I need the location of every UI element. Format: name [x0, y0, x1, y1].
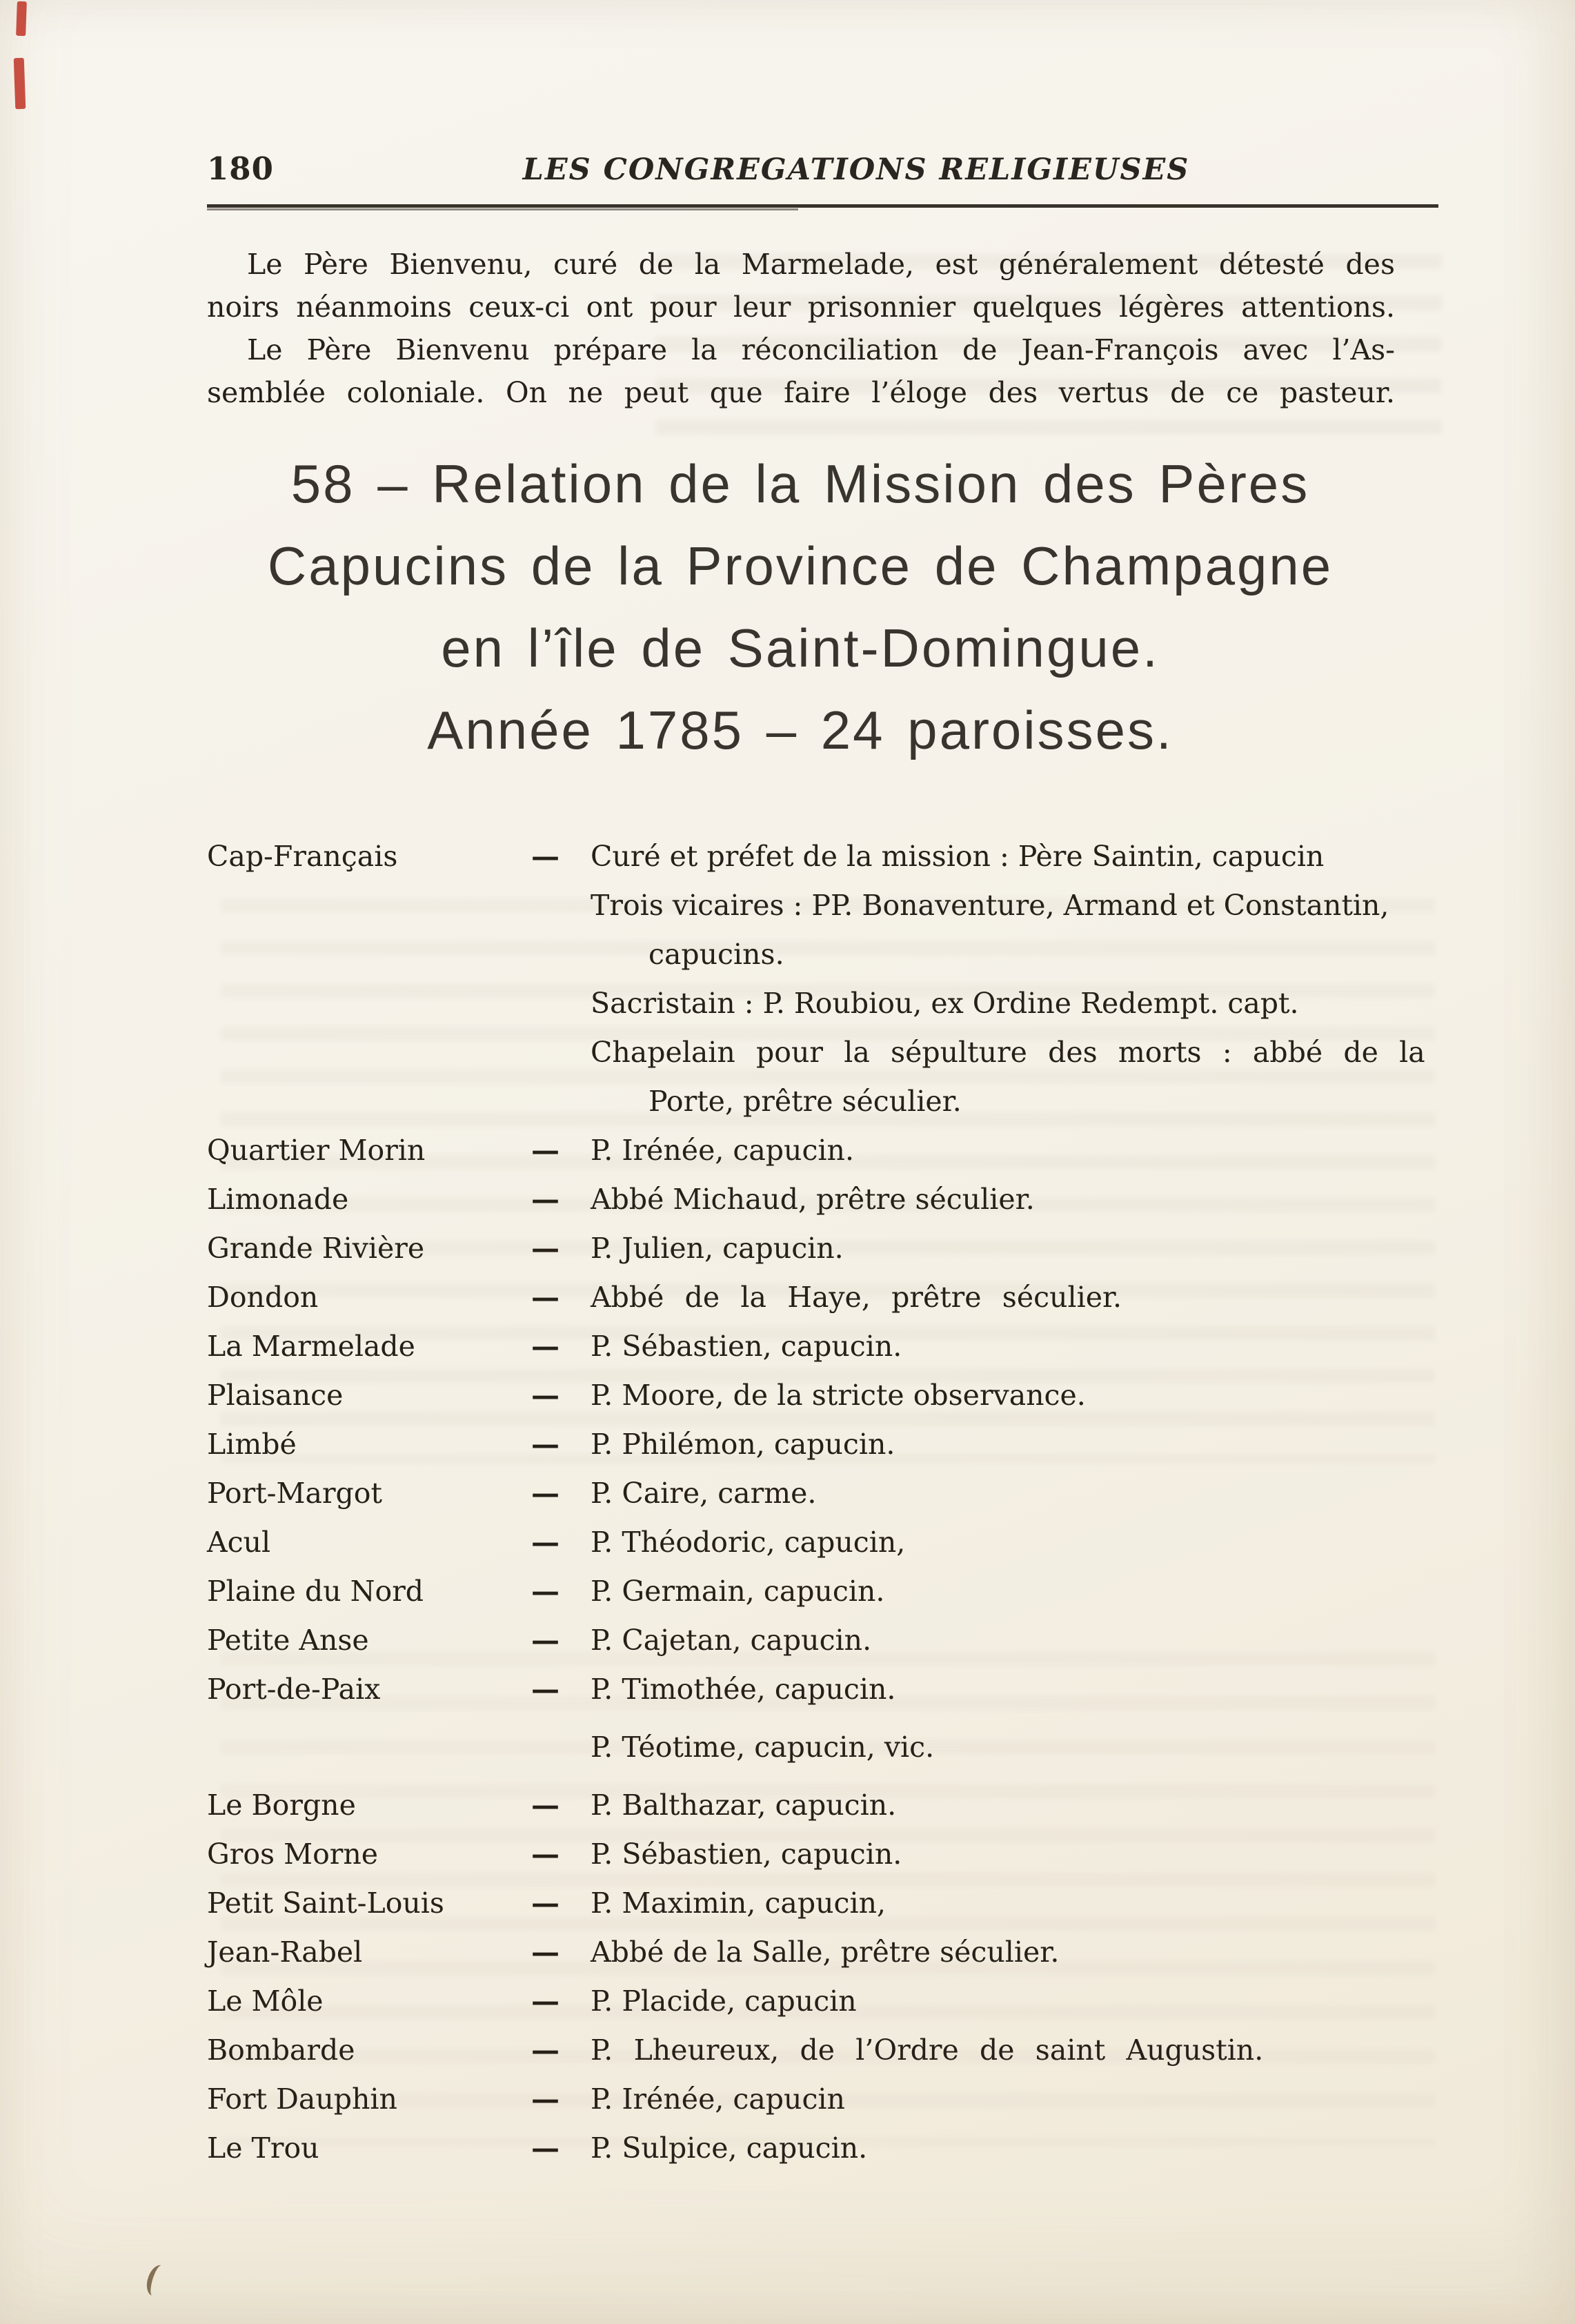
parish-clergy: Abbé Michaud, prêtre séculier. [591, 1183, 1035, 1216]
parish-row [207, 1665, 1442, 1714]
parish-clergy: P. Placide, capucin [591, 1985, 857, 2018]
parish-row [207, 1420, 1442, 1469]
parish-clergy: P. Germain, capucin. [591, 1575, 885, 1608]
parish-clergy: P. Caire, carme. [591, 1477, 817, 1510]
paragraph-line: Le Père Bienvenu, curé de la Marmelade, est généralement détesté des [247, 248, 1395, 281]
dash-separator: — [531, 2131, 559, 2165]
parish-row [207, 1567, 1442, 1616]
parish-name: Petite Anse [207, 1624, 369, 1657]
parish-list [207, 832, 1442, 2173]
parish-clergy: Chapelain pour la sépulture des morts : abbé de la [591, 1036, 1425, 1069]
parish-name: Petit Saint-Louis [207, 1887, 444, 1920]
dash-separator: — [531, 1330, 559, 1363]
parish-name [207, 930, 531, 979]
page-number: 180 [207, 150, 274, 187]
section-title-line: en l’île de Saint-Domingue. [441, 618, 1160, 678]
section-title-line: 58 – Relation de la Mission des Pères [290, 453, 1310, 514]
parish-name: Port-Margot [207, 1477, 382, 1510]
parish-row [207, 1781, 1442, 1830]
parish-clergy: P. Cajetan, capucin. [591, 1624, 872, 1657]
parish-row [207, 1977, 1442, 2026]
parish-name: Limbé [207, 1428, 297, 1461]
parish-clergy: P. Sulpice, capucin. [591, 2131, 868, 2165]
parish-name: Dondon [207, 1281, 319, 1314]
parish-name: La Marmelade [207, 1330, 415, 1363]
dash-separator: — [531, 1985, 559, 2018]
dash-separator: — [531, 1673, 559, 1706]
parish-row [207, 979, 1442, 1028]
paragraph-line: noirs néanmoins ceux-ci ont pour leur prisonnier quelques légères attentions. [207, 290, 1395, 324]
dash-separator: — [531, 1624, 559, 1657]
dash-separator: — [531, 1887, 559, 1920]
dash-separator: — [531, 1232, 559, 1265]
parish-clergy: P. Lheureux, de l’Ordre de saint Augustin. [591, 2034, 1264, 2067]
dash-separator: — [531, 1838, 559, 1871]
dash-separator [531, 930, 591, 979]
parish-name: Cap-Français [207, 840, 398, 873]
parish-name: Grande Rivière [207, 1232, 425, 1265]
dash-separator: — [531, 2082, 559, 2116]
paragraph-line: semblée coloniale. On ne peut que faire l’éloge des vertus de ce pasteur. [207, 376, 1395, 409]
dash-separator: — [531, 1183, 559, 1216]
red-pen-mark [16, 1, 27, 36]
dash-separator: — [531, 840, 559, 873]
parish-clergy: P. Timothée, capucin. [591, 1673, 896, 1706]
parish-row [207, 1469, 1442, 1518]
parish-clergy: P. Philémon, capucin. [591, 1428, 895, 1461]
parish-row [207, 1723, 1442, 1772]
dash-separator [531, 979, 591, 1028]
parish-row [207, 1830, 1442, 1879]
dash-separator: — [531, 1789, 559, 1822]
parish-row [207, 1879, 1442, 1928]
parish-row [207, 1126, 1442, 1175]
parish-clergy: P. Sébastien, capucin. [591, 1838, 902, 1871]
parish-row [207, 1928, 1442, 1977]
dash-separator: — [531, 1526, 559, 1559]
dash-separator: — [531, 1936, 559, 1969]
parish-row [207, 1616, 1442, 1665]
parish-clergy: P. Téotime, capucin, vic. [591, 1731, 935, 1764]
dash-separator: — [531, 1477, 559, 1510]
intro-paragraphs [207, 243, 1395, 414]
parish-clergy: P. Sébastien, capucin. [591, 1330, 902, 1363]
parish-clergy: P. Irénée, capucin [591, 2082, 845, 2116]
parish-row [207, 881, 1442, 930]
parish-clergy: Trois vicaires : PP. Bonaventure, Armand et Constantin, [591, 889, 1389, 922]
section-title-line: Année 1785 – 24 paroisses. [427, 700, 1173, 760]
parish-row [207, 1518, 1442, 1567]
parish-name [207, 881, 531, 930]
parish-name: Port-de-Paix [207, 1673, 381, 1706]
dash-separator: — [531, 1134, 559, 1167]
section-title-line: Capucins de la Province de Champagne [267, 535, 1334, 596]
parish-row [207, 1273, 1442, 1322]
parish-row [207, 930, 1442, 979]
parish-row [207, 1224, 1442, 1273]
parish-name: Quartier Morin [207, 1134, 426, 1167]
parish-name: Plaisance [207, 1379, 344, 1412]
parish-row [207, 1175, 1442, 1224]
dash-separator [531, 1028, 591, 1077]
parish-name: Limonade [207, 1183, 349, 1216]
dash-separator [531, 1723, 591, 1772]
parish-name [207, 1028, 531, 1077]
dash-separator [531, 1077, 591, 1126]
parish-name [207, 1077, 531, 1126]
parish-name: Acul [207, 1526, 271, 1559]
parish-clergy: P. Moore, de la stricte observance. [591, 1379, 1086, 1412]
running-header: LES CONGREGATIONS RELIGIEUSES [522, 152, 1190, 187]
parish-name: Gros Morne [207, 1838, 379, 1871]
parish-clergy: Porte, prêtre séculier. [648, 1085, 962, 1118]
parish-clergy: capucins. [648, 938, 784, 971]
parish-name: Fort Dauphin [207, 2082, 397, 2116]
dash-separator: — [531, 1575, 559, 1608]
parish-clergy: P. Théodoric, capucin, [591, 1526, 906, 1559]
parish-row [207, 1077, 1442, 1126]
parish-clergy: P. Irénée, capucin. [591, 1134, 854, 1167]
parish-row [207, 2026, 1442, 2075]
parish-name [207, 979, 531, 1028]
parish-row [207, 1028, 1442, 1077]
header-rule [207, 204, 1438, 208]
parish-name: Jean-Rabel [207, 1936, 363, 1969]
dash-separator: — [531, 1428, 559, 1461]
dash-separator [531, 881, 591, 930]
red-pen-mark [14, 58, 26, 109]
parish-clergy: P. Maximin, capucin, [591, 1887, 886, 1920]
parish-row [207, 1371, 1442, 1420]
parish-row [207, 1322, 1442, 1371]
page-header [207, 150, 1438, 187]
parish-name: Le Trou [207, 2131, 319, 2165]
parish-clergy: Abbé de la Salle, prêtre séculier. [591, 1936, 1060, 1969]
dash-separator: — [531, 1281, 559, 1314]
pen-stroke-mark [143, 2263, 170, 2298]
parish-name: Bombarde [207, 2034, 355, 2067]
parish-row [207, 2124, 1442, 2173]
parish-clergy: P. Balthazar, capucin. [591, 1789, 897, 1822]
parish-name [207, 1723, 531, 1772]
parish-name: Le Môle [207, 1985, 324, 2018]
parish-clergy: Sacristain : P. Roubiou, ex Ordine Redempt. capt. [591, 987, 1299, 1020]
section-title [179, 443, 1421, 771]
parish-row [207, 2075, 1442, 2124]
parish-clergy: Abbé de la Haye, prêtre séculier. [591, 1281, 1122, 1314]
parish-name: Plaine du Nord [207, 1575, 424, 1608]
paragraph-line: Le Père Bienvenu prépare la réconciliation de Jean-François avec l’As- [247, 333, 1395, 366]
dash-separator: — [531, 1379, 559, 1412]
parish-name: Le Borgne [207, 1789, 356, 1822]
dash-separator: — [531, 2034, 559, 2067]
parish-clergy: Curé et préfet de la mission : Père Saintin, capucin [591, 840, 1325, 873]
parish-row [207, 832, 1442, 881]
parish-clergy: P. Julien, capucin. [591, 1232, 844, 1265]
